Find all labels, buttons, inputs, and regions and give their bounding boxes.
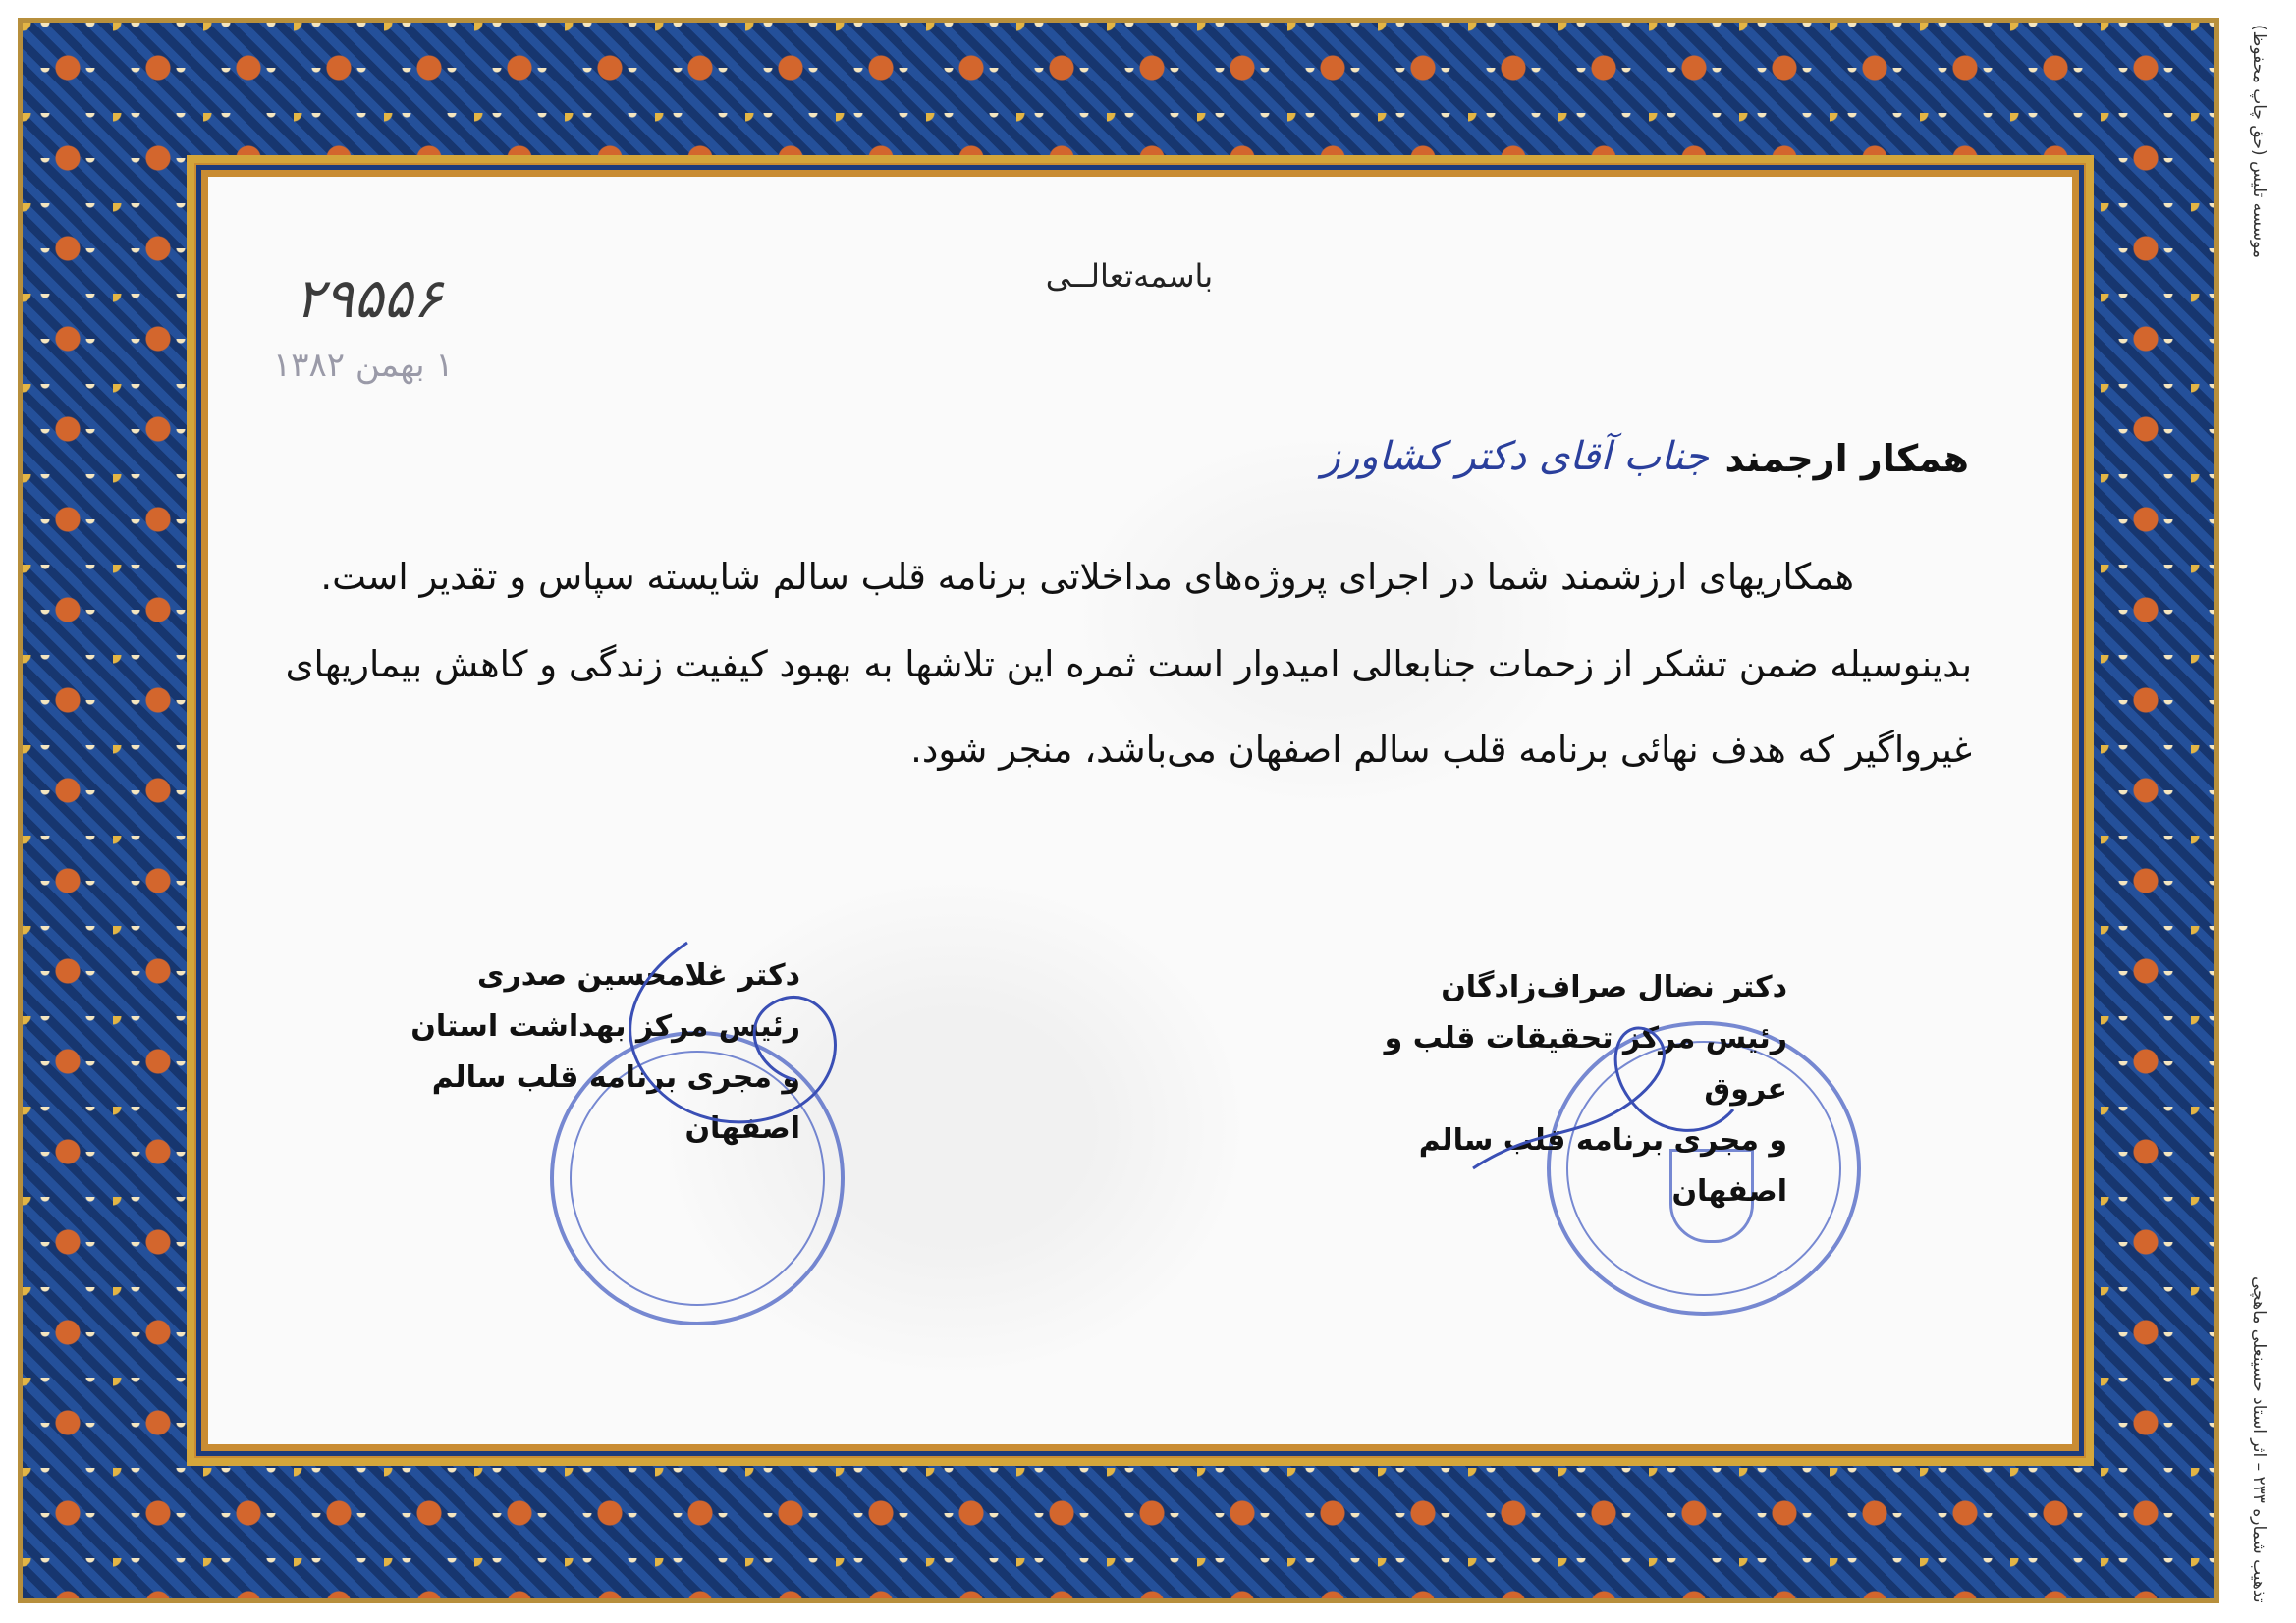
salutation: همکار ارجمند [1724, 437, 1969, 480]
signatory-right-role: و مجری برنامه قلب سالم اصفهان [1418, 1123, 1787, 1209]
body-line-2: بدینوسیله ضمن تشکر از زحمات جنابعالی امیدوار است ثمره این تلاشها به بهبود کیفیت زندگی و کاهش بیماریهای [285, 643, 1972, 685]
signatory-left-name: دکتر غلامحسین صدری [477, 958, 800, 993]
publisher-note: موسسه تلیس (حق چاپ محفوظ) [2249, 25, 2269, 259]
signatory-right-title: رئیس مرکز تحقیقات قلب و عروق [1384, 1021, 1787, 1107]
recipient-name: جناب آقای دکتر کشاورز [1321, 434, 1709, 479]
signatory-left-role: و مجری برنامه قلب سالم اصفهان [431, 1060, 800, 1146]
letter-date: ۱ بهمن ۱۳۸۲ [273, 346, 454, 385]
signatory-right [1355, 962, 1787, 1217]
body-line-1: همکاریهای ارزشمند شما در اجرای پروژه‌های مداخلاتی برنامه قلب سالم شایسته سپاس و تقدیر است. [320, 556, 1854, 598]
illumination-credit: تذهیب شماره ۲۳۳ – اثر استاد حسینعلی ماهچی [2249, 1276, 2269, 1603]
body-line-3: غیرواگیر که هدف نهائی برنامه قلب سالم اصفهان می‌باشد، منجر شود. [910, 729, 1972, 771]
signatory-right-name: دکتر نضال صراف‌زادگان [1441, 970, 1787, 1004]
signatory-left [388, 950, 800, 1155]
basmala-heading: باسمه‌تعالــی [1045, 257, 1214, 295]
letter-number: ۲۹۵۵۶ [295, 267, 443, 331]
signatory-left-title: رئیس مرکز بهداشت استان [410, 1009, 800, 1044]
